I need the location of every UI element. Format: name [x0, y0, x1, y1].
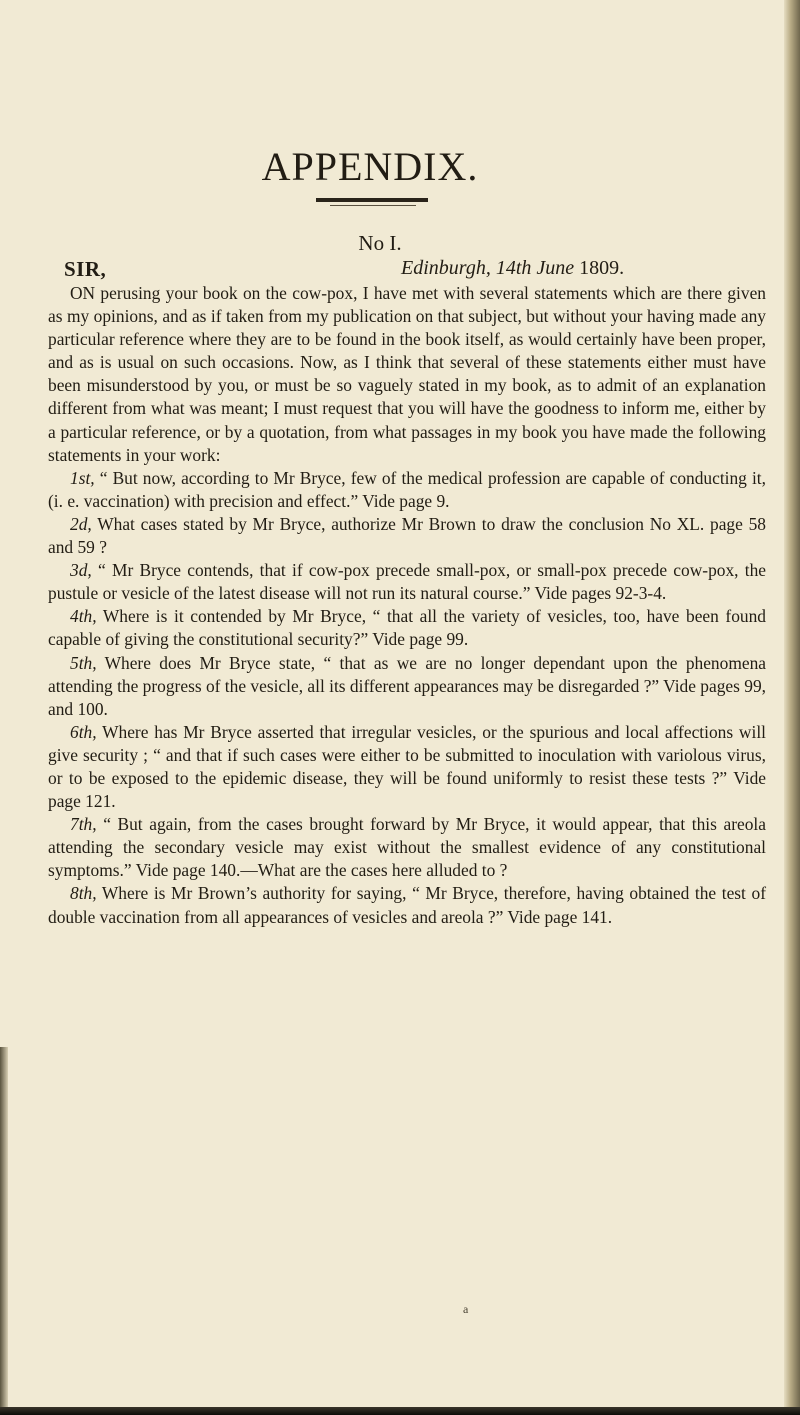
dateline: [401, 257, 624, 280]
page-title: APPENDIX.: [261, 143, 479, 189]
item-text: “ But now, according to Mr Bryce, few of the medical profession are capable of conducting it, (i. e. vaccination) with precision and effect.” Vide page 9.: [48, 467, 766, 511]
page-edge-right: [784, 0, 800, 1415]
list-item-5: [48, 652, 766, 721]
item-text: Where is Mr Brown’s authority for saying, “ Mr Bryce, therefore, having obtained the test of double vaccination from all appearances of vesicles and areola ?” Vide page 141.: [48, 883, 766, 927]
letter-body: [48, 282, 766, 929]
item-ordinal: 3d,: [70, 560, 92, 581]
dateline-place: Edinburgh,: [401, 257, 491, 279]
item-ordinal: 8th,: [70, 883, 97, 904]
item-text: What cases stated by Mr Bryce, authorize Mr Brown to draw the conclusion No XL. page 58 and 59 ?: [48, 513, 766, 558]
list-item-8: [48, 882, 766, 928]
signature-mark: a: [463, 1302, 469, 1316]
item-text: Where has Mr Bryce asserted that irregular vesicles, or the spurious and local affections will give security ; “ and that if such cases were either to be submitted to inoculation with variolous virus, or to be exposed to the epidemic disease, they will be found uniformly to resist these tests ?” Vide page 121.: [48, 721, 766, 812]
section-number: No I.: [358, 231, 402, 255]
list-item-6: [48, 721, 766, 813]
list-item-2: [48, 513, 766, 559]
item-text: Where does Mr Bryce state, “ that as we are no longer dependant upon the phenomena attending the progress of the vesicle, all its different appearances may be disregarded ?” Vide pages 99, and 100.: [48, 652, 766, 719]
page-edge-left: [0, 1047, 8, 1407]
list-item-4: [48, 605, 766, 651]
letter-header: [64, 257, 764, 283]
salutation: SIR,: [64, 257, 107, 281]
item-ordinal: 7th,: [70, 814, 97, 835]
item-ordinal: 6th,: [70, 721, 97, 742]
list-item-7: [48, 813, 766, 882]
item-text: Where is it contended by Mr Bryce, “ that all the variety of vesicles, too, have been found capable of giving the constitutional security?” Vide page 99.: [48, 606, 766, 650]
title-rule-thin: [330, 205, 416, 206]
item-ordinal: 5th,: [70, 652, 97, 673]
title-rule: [316, 198, 428, 202]
dateline-month: June: [536, 257, 575, 279]
item-ordinal: 1st,: [70, 467, 95, 488]
item-ordinal: 4th,: [70, 606, 97, 627]
page-edge-bottom: [0, 1407, 800, 1415]
item-text: “ But again, from the cases brought forward by Mr Bryce, it would appear, that this areola attending the secondary vesicle may exist without the smallest evidence of any constitutional symptoms.” Vide page 140.—What are the cases here alluded to ?: [48, 814, 766, 881]
opening-paragraph: ON perusing your book on the cow-pox, I have met with several statements which are there given as my opinions, and as if taken from my publication on that subject, but without your having made any particular reference where they are to be found in the book itself, as would certainly have been proper, and as is usual on such occasions. Now, as I think that several of these statements either must have been misunderstood by you, or must be so vaguely stated in my book, as to admit of an explanation different from what was meant; I must request that you will have the goodness to inform me, either by a particular reference, or by a quotation, from what passages in my book you have made the following statements in your work:: [48, 283, 766, 465]
item-text: “ Mr Bryce contends, that if cow-pox precede small-pox, or small-pox precede cow-pox, the pustule or vesicle of the latest disease will not run its natural course.” Vide pages 92-3-4.: [48, 560, 767, 604]
dateline-year: 1809.: [579, 257, 625, 279]
dateline-day: 14th: [495, 257, 532, 279]
item-ordinal: 2d,: [70, 513, 92, 534]
list-item-3: [48, 559, 766, 605]
list-item-1: [48, 467, 766, 513]
